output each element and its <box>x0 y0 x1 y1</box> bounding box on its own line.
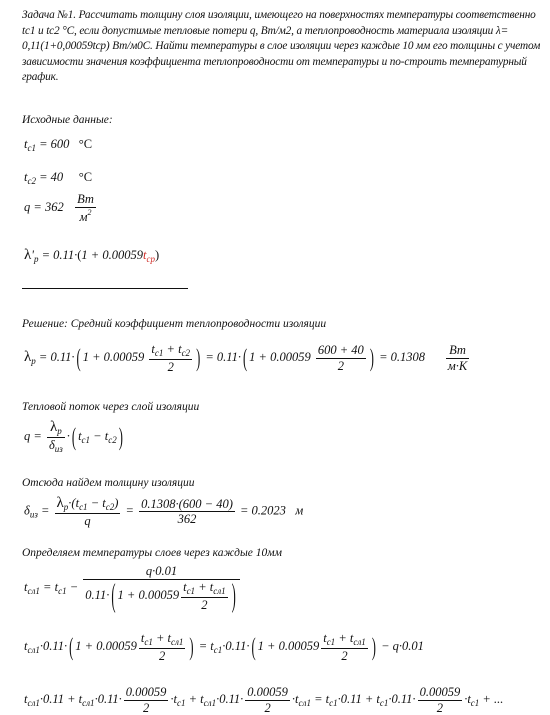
thickness-result: 0.2023 <box>251 503 286 518</box>
q-unit: $\frac{Вт}{м^2}$ <box>77 192 94 224</box>
layer-temp-formula: $t_{сл1} = t_{c1}$ − q·0.01 0.11· ( 1 + 0.00059 $\frac{t_{c1} + t_{сл1}}{2}$ ) <box>24 565 242 611</box>
task-statement: Задача №1. Рассчитать толщину слоя изоляции, имеющего на поверхностях температуры соответственно tc1 и tc2 °C, если допустимые тепловые потери q, Вт/м2, а теплопроводность материала изоляции λ= 0,11(1+0,00059tср) Вт/м0С. Найти температуры в слое изоляции через каждые 10 мм его толщины с учетом зависимости значения коэффициента теплопроводности от температуры и по-строить температурный график. <box>22 9 541 83</box>
tc1-value: 600 <box>50 137 70 151</box>
heat-flow-header: Тепловой поток через слой изоляции <box>22 401 200 413</box>
thickness-header: Отсюда найдем толщину изоляции <box>22 477 195 489</box>
lambda-result: 0.1308 <box>390 350 426 365</box>
lambda-formula: $\lambda'_p = 0.11\cdot(1 + 0.00059t_{cp})$ <box>24 247 160 264</box>
temps-header: Определяем температуры слоев через каждые 10мм <box>22 547 282 559</box>
tc1-unit: °C <box>78 137 93 151</box>
initial-data-header: Исходные данные: <box>22 114 113 126</box>
q-value: 362 <box>44 199 64 214</box>
tc2-unit: °C <box>78 170 93 184</box>
heat-flow-formula: q = $\frac{\lambda_p}{\delta_{из}}$ · ( $t_{c1} - t_{c2}$ ) <box>24 419 123 454</box>
separator-line <box>22 288 188 289</box>
given-tc1: $t_{c1} = 600$ °C <box>24 137 93 153</box>
given-tc2: $t_{c2} = 40$ °C <box>24 170 93 186</box>
lambda-unit: $\frac{Вт}{м\cdot К}$ <box>447 343 468 373</box>
thickness-equation: $\delta_{из}$ = $\frac{\lambda_p\cdot(t_{c1} - t_{c2})}{q}$ = $\frac{0.1308\cdot(600 - 40)}{362}$ = 0.2023 м <box>24 495 304 528</box>
layer-temp-rearranged: $t_{сл1}\cdot 0.11\cdot$ ( 1 + 0.00059 $\frac{t_{c1} + t_{сл1}}{2}$ ) = $t_{c1}\cdot 0.11\cdot$ ( 1 + 0.00059 $\frac{t_{c1} + t_{сл1}}{2}$ ) − q·0.01 <box>24 631 424 663</box>
lambda-mean-equation: $\lambda_p = 0.11\cdot$ ( 1 + 0.00059 $\frac{t_{c1} + t_{c2}}{2}$ ) = 0.11· ( 1 + 0.00059 $\frac{600 + 40}{2}$ ) = 0.1308 $\frac{Вт}{м\cdot К}$ <box>24 342 468 374</box>
solution-header: Решение: Средний коэффициент теплопроводности изоляции <box>22 318 327 330</box>
tc2-value: 40 <box>50 170 64 184</box>
layer-temp-expanded: $t_{сл1}\cdot 0.11 + t_{сл1}\cdot 0.11\cdot$ $\frac{0.00059}{2}$ $\cdot t_{c1} + t_{сл1}\cdot 0.11\cdot$ $\frac{0.00059}{2}$ $\cdot t_{сл1} = t_{c1}\cdot 0.11 + t_{c1}\cdot 0.11\cdot$ $\frac{0.00059}{2}$ $\cdot t_{c1}$ + ... <box>24 685 504 715</box>
thickness-unit: м <box>295 503 304 518</box>
given-q: q = 362 $\frac{Вт}{м^2}$ <box>24 192 94 224</box>
